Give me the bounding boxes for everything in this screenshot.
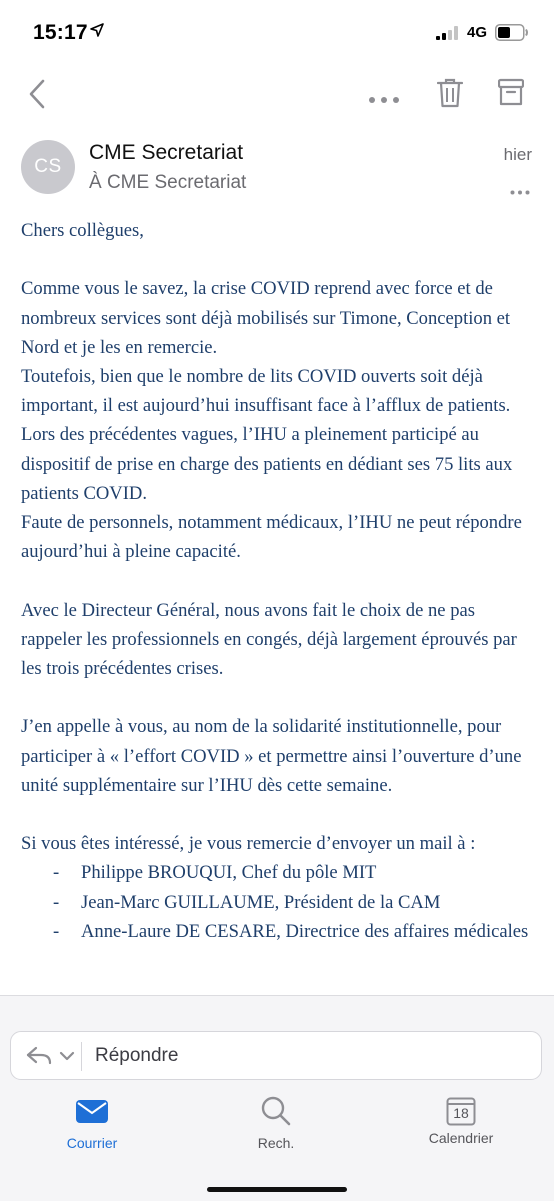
archive-icon[interactable] xyxy=(498,78,524,111)
calendar-icon xyxy=(446,1096,476,1126)
reply-label[interactable]: Répondre xyxy=(95,1045,179,1066)
message-body xyxy=(21,216,536,946)
paragraph: J’en appelle à vous, au nom de la solidarité institutionnelle, pour participer à « l’effort COVID » et permettre ainsi l’ouverture d’une unité supplémentaire sur l’IHU dès cette semaine. xyxy=(21,716,522,796)
paragraph: Faute de personnels, notamment médicaux, l’IHU ne peut répondre aujourd’hui à pleine capacité. xyxy=(21,512,522,563)
list-item xyxy=(21,917,536,946)
divider xyxy=(81,1042,82,1071)
calendar-day: 18 xyxy=(453,1105,469,1121)
tab-bar xyxy=(0,1096,554,1166)
recipients-line[interactable]: À CME Secretariat xyxy=(89,172,247,193)
search-icon xyxy=(216,1096,336,1131)
signal-bars-icon xyxy=(436,26,460,45)
greeting: Chers collègues, xyxy=(21,220,144,241)
list-dash: - xyxy=(53,891,60,913)
paragraph: Comme vous le savez, la crise COVID reprend avec force et de nombreux services sont déjà mobilisés sur Timone, Conception et Nord et je les en remercie. xyxy=(21,278,511,358)
battery-icon xyxy=(495,24,529,46)
tab-label: Rech. xyxy=(257,1135,295,1151)
contact-name: Philippe BROUQUI, Chef du pôle MIT xyxy=(81,862,377,884)
paragraph: Si vous êtes intéressé, je vous remercie d’envoyer un mail à : xyxy=(21,833,476,855)
location-arrow-icon xyxy=(90,23,104,42)
mail-icon xyxy=(32,1096,152,1131)
more-dots-icon[interactable] xyxy=(510,182,530,200)
home-indicator xyxy=(207,1187,347,1192)
tab-label: Courrier xyxy=(66,1135,118,1151)
more-dots-icon[interactable] xyxy=(368,91,400,109)
tab-label: Calendrier xyxy=(428,1130,494,1146)
reply-field[interactable] xyxy=(10,1031,542,1080)
paragraph: Avec le Directeur Général, nous avons fait le choix de ne pas rappeler les professionnels en congés, déjà largement éprouvés par les trois précédentes crises. xyxy=(21,599,517,680)
list-item xyxy=(21,858,536,887)
list-item xyxy=(21,888,536,917)
bottom-panel xyxy=(0,995,554,1201)
chevron-left-icon[interactable] xyxy=(26,79,48,114)
sender-name[interactable]: CME Secretariat xyxy=(89,141,244,164)
message-date: hier xyxy=(503,145,532,164)
tab-calendar[interactable] xyxy=(401,1096,521,1146)
trash-icon[interactable] xyxy=(437,78,463,113)
status-time: 15:17 xyxy=(33,21,88,44)
list-dash: - xyxy=(53,920,60,942)
contact-name: Anne-Laure DE CESARE, Directrice des affaires médicales xyxy=(81,920,529,942)
status-bar xyxy=(0,0,554,66)
paragraph: Lors des précédentes vagues, l’IHU a pleinement participé au dispositif de prise en charge des patients en dédiant ses 75 lits aux patients COVID. xyxy=(21,424,513,504)
reply-arrow-icon[interactable] xyxy=(25,1045,77,1072)
list-dash: - xyxy=(53,862,60,884)
avatar[interactable]: CS xyxy=(21,140,75,194)
paragraph: Toutefois, bien que le nombre de lits COVID ouverts soit déjà important, il est aujourd’hui insuffisant face à l’afflux de patients. xyxy=(21,366,511,417)
tab-search[interactable] xyxy=(216,1096,336,1151)
contact-name: Jean-Marc GUILLAUME, Président de la CAM xyxy=(81,891,441,913)
tab-mail[interactable] xyxy=(32,1096,152,1151)
nav-bar xyxy=(0,66,554,126)
network-type: 4G xyxy=(467,24,488,41)
